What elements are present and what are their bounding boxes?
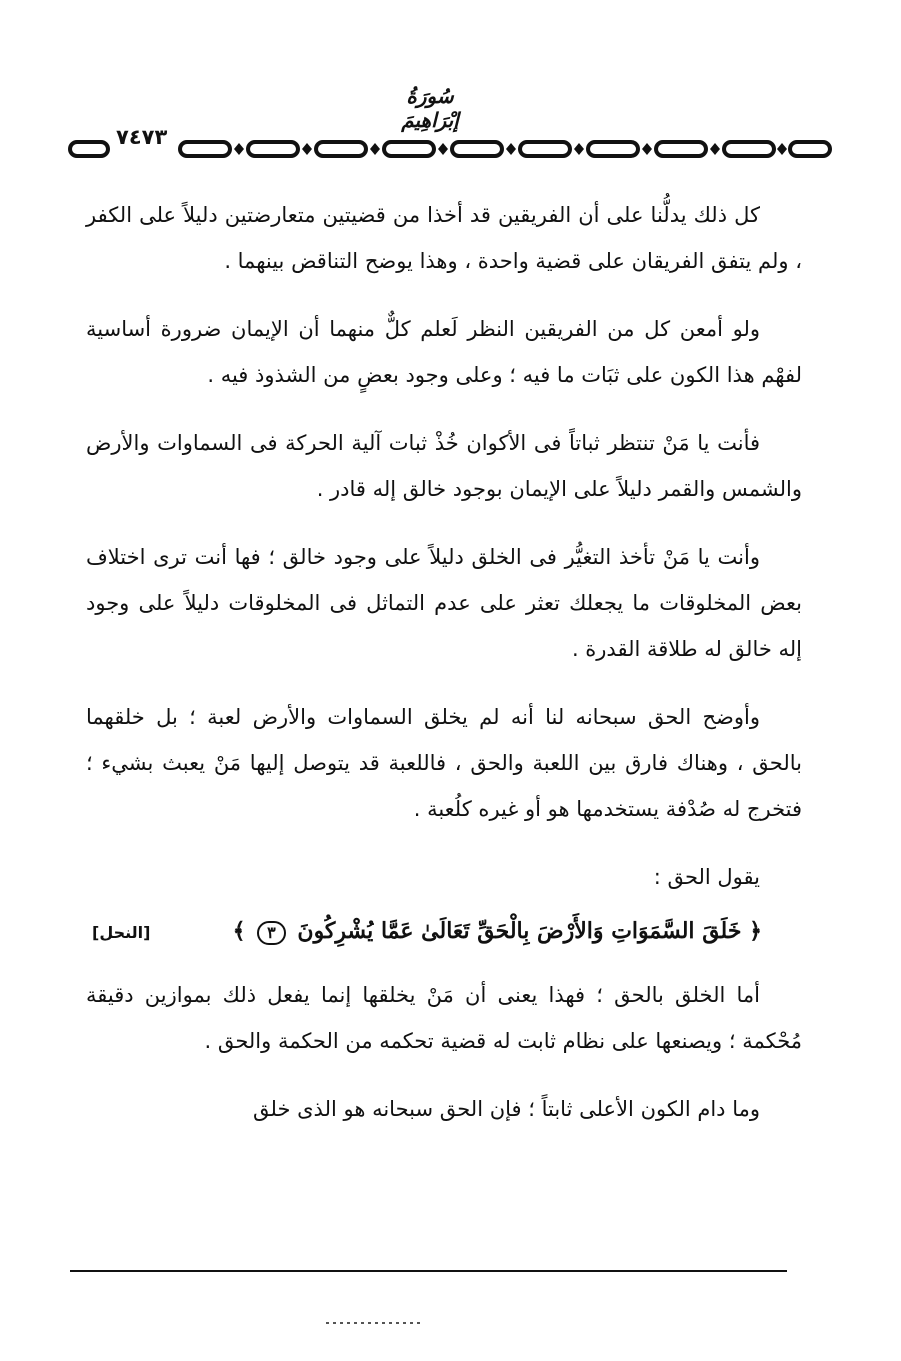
verse-close-bracket: ﴾ [232, 918, 246, 944]
verse-open-bracket: ﴿ [749, 918, 762, 944]
paragraph: وما دام الكون الأعلى ثابتاً ؛ فإن الحق سبحانه هو الذى خلق [252, 1097, 760, 1121]
surah-reference: [النحل] [92, 923, 151, 942]
page-header [0, 72, 901, 172]
verse-number: ٣ [257, 921, 286, 945]
footer-rule [70, 1270, 787, 1272]
paragraph: وأنت يا مَنْ تأخذ التغيُّر فى الخلق دليلاً على وجود خالق ؛ فها أنت ترى اختلاف بعض المخلوقات ما يجعلك تعثر على عدم التماثل فى المخلوقات دليلاً على وجود إله خالق له طلاقة القدرة . [86, 545, 802, 661]
paragraph: كل ذلك يدلُّنا على أن الفريقين قد أخذا من قضيتين متعارضتين دليلاً على الكفر ، ولم يتفق الفريقان على قضية واحدة ، وهذا يوضح التناقض بينهما . [86, 203, 802, 273]
verse-intro: يقول الحق : [653, 865, 760, 889]
text-body [86, 192, 802, 1154]
scan-artifact [326, 1322, 422, 1324]
paragraph: أما الخلق بالحق ؛ فهذا يعنى أن مَنْ يخلقها إنما يفعل ذلك بموازين دقيقة مُحْكمة ؛ ويصنعها على نظام ثابت له قضية تحكمه من الحكمة والحق . [86, 983, 802, 1053]
verse-text-group [233, 908, 762, 954]
paragraph: ولو أمعن كل من الفريقين النظر لَعلم كلٌّ منهما أن الإيمان ضرورة أساسية لفهْم هذا الكون على ثبَات ما فيه ؛ وعلى وجود بعضٍ من الشذوذ فيه . [86, 317, 802, 387]
verse-text: خَلَقَ السَّمَوَاتِ وَالأَرْضَ بِالْحَقِّ تَعَالَىٰ عَمَّا يُشْرِكُونَ [297, 918, 742, 944]
quran-verse [86, 908, 802, 956]
ornamental-border [68, 134, 834, 164]
paragraph: وأوضح الحق سبحانه لنا أنه لم يخلق السماوات والأرض لعبة ؛ بل خلقهما بالحق ، وهناك فارق بين اللعبة والحق ، فاللعبة قد يتوصل إليها مَنْ يعبث بشيء ؛ فتخرج له صُدْفة يستخدمها هو أو غيره كلُعبة . [86, 705, 802, 821]
paragraph: فأنت يا مَنْ تنتظر ثباتاً فى الأكوان خُذْ ثبات آلية الحركة فى السماوات والأرض والشمس والقمر دليلاً على الإيمان بوجود خالق إله قادر . [86, 431, 802, 501]
page-number: ٧٤٧٣ [112, 125, 171, 149]
surah-title: سُورَةُ إبْرَاهِيمَ [401, 84, 459, 132]
